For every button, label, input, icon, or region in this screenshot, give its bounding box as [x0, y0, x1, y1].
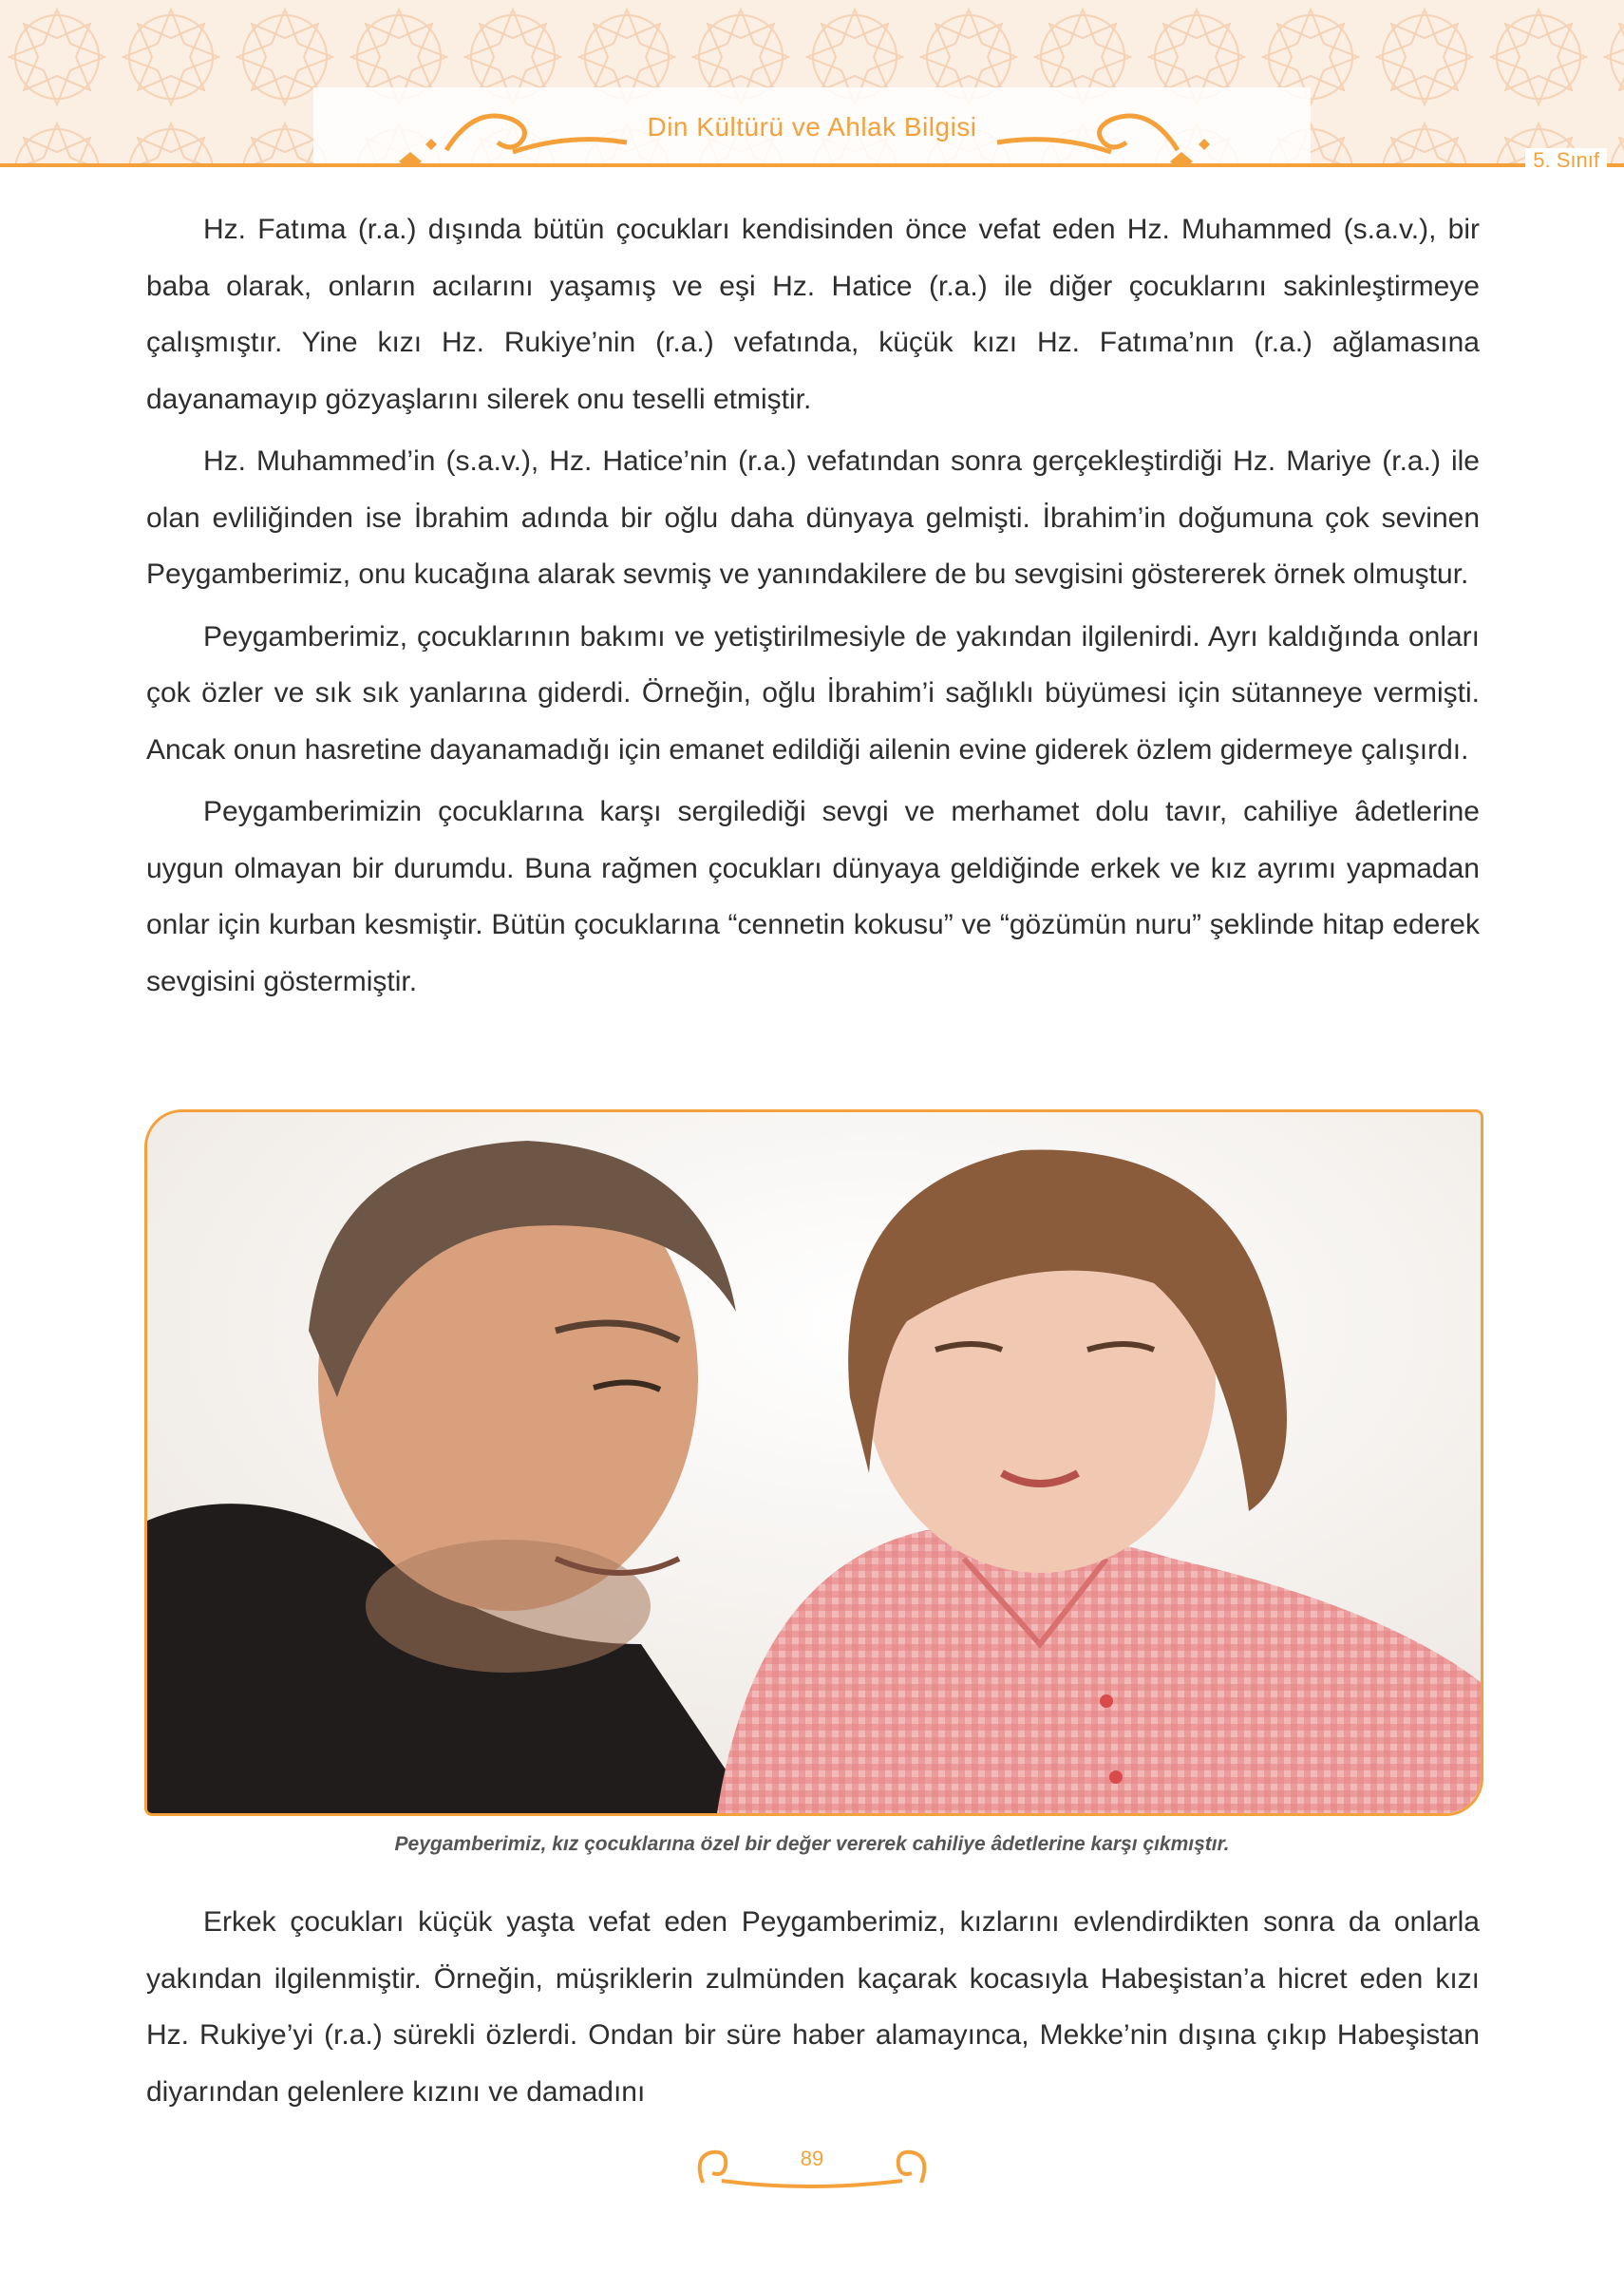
header-rule [0, 163, 1624, 167]
page-number: 89 [800, 2147, 824, 2170]
father-daughter-photo [147, 1112, 1481, 1813]
photo-frame [144, 1109, 1483, 1816]
body-text-top [146, 201, 1480, 1010]
paragraph: Hz. Fatıma (r.a.) dışında bütün çocukları kendisinden önce vefat eden Hz. Muhammed (s.a.v.), bir baba olarak, onların acılarını yaşamış ve eşi Hz. Hatice (r.a.) ile diğer çocuklarını sakinleştirmeye çalışmıştır. Yine kızı Hz. Rukiye’nin (r.a.) vefatında, küçük kızı Hz. Fatıma’nın (r.a.) ağlamasına dayanamayıp gözyaşlarını silerek onu teselli etmiştir. [146, 214, 1480, 415]
paragraph: Peygamberimizin çocuklarına karşı sergilediği sevgi ve merhamet dolu tavır, cahiliye âdetlerine uygun olmayan bir durumdu. Buna rağmen çocukları dünyaya geldiğinde erkek ve kız ayrımı yapmadan onlar için kurban kesmiştir. Bütün çocuklarına “cennetin kokusu” ve “gözümün nuru” şeklinde hitap ederek sevgisini göstermiştir. [146, 796, 1480, 997]
photo-caption: Peygamberimiz, kız çocuklarına özel bir değer vererek cahiliye âdetlerine karşı çıkmıştır. [394, 1833, 1230, 1855]
page-number-ornament [684, 2137, 940, 2194]
paragraph: Erkek çocukları küçük yaşta vefat eden Peygamberimiz, kızlarını evlendirdikten sonra da onlarla yakından ilgilenmiştir. Örneğin, müşriklerin zulmünden kaçarak kocasıyla Habeşistan’a hicret eden kızı Hz. Rukiye’yi (r.a.) sürekli özlerdi. Ondan bir süre haber alamayınca, Mekke’nin dışına çıkıp Habeşistan diyarından gelenlere kızını ve damadını [146, 1906, 1480, 2108]
book-title: Din Kültürü ve Ahlak Bilgisi [647, 112, 977, 142]
header-band [0, 0, 1624, 167]
paragraph: Hz. Muhammed’in (s.a.v.), Hz. Hatice’nin (r.a.) vefatından sonra gerçekleştirdiği Hz. Mariye (r.a.) ile olan evliliğinden ise İbrahim adında bir oğlu daha dünyaya gelmişti. İbrahim’in doğumuna çok sevinen Peygamberimiz, onu kucağına alarak sevmiş ve yanındakilere de bu sevgisini göstererek örnek olmuştur. [146, 445, 1480, 590]
body-text-bottom [146, 1894, 1480, 2120]
grade-label: 5. Sınıf [1525, 148, 1607, 173]
paragraph: Peygamberimiz, çocuklarının bakımı ve yetiştirilmesiyle de yakından ilgilenirdi. Ayrı kaldığında onları çok özler ve sık sık yanlarına giderdi. Örneğin, oğlu İbrahim’i sağlıklı büyümesi için sütanneye vermişti. Ancak onun hasretine dayanamadığı için emanet edildiği ailenin evine giderek özlem gidermeye çalışırdı. [146, 620, 1480, 766]
